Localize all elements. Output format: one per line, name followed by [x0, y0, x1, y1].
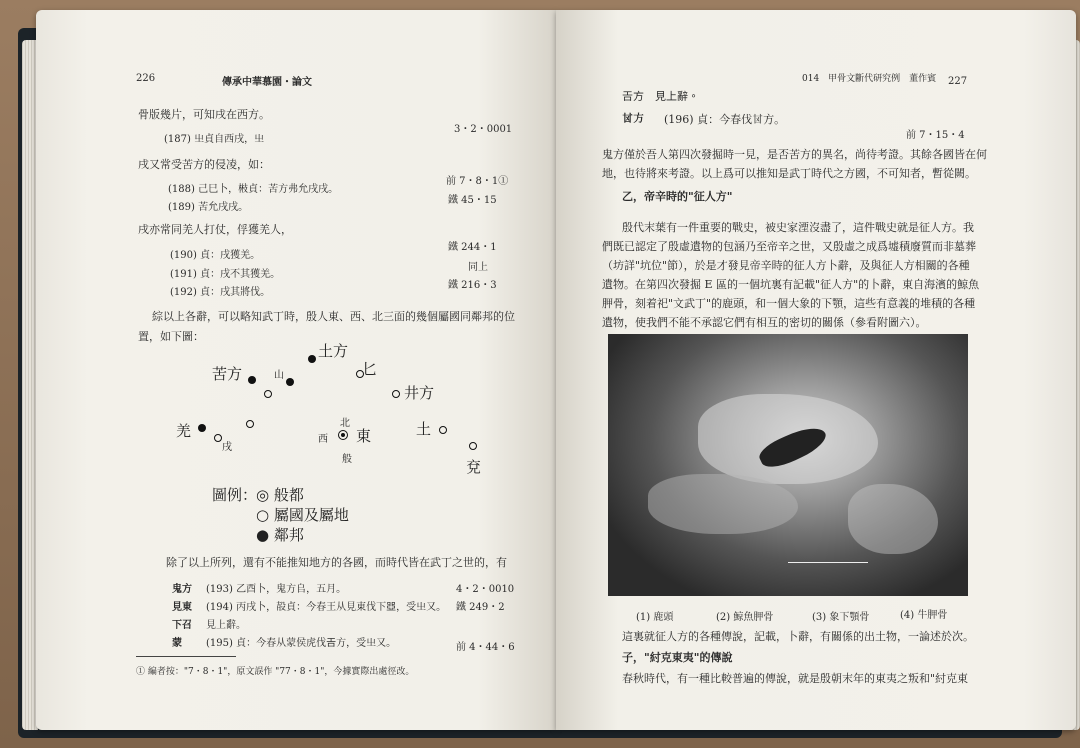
text-line: 綜以上各辭，可以略知武丁時，殷人東、西、北三面的幾個屬國同鄰邦的位 [152, 310, 515, 323]
photo-scale-line [788, 562, 868, 563]
left-page [36, 10, 556, 730]
text-line: (191) 貞：戌不其獲羌。 [170, 269, 281, 280]
text-line: (195) 貞：今春从蒙侯虎伐𢀛方，受㞢又。 [206, 638, 397, 649]
map-label: 西 [318, 434, 328, 445]
text-line: （坊詳"坑位"節），於是才發見帝辛時的征人方卜辭，及與征人方相關的各種 [602, 259, 970, 272]
right-page [556, 10, 1076, 730]
source-ref: 前 7・8・1① [446, 176, 509, 187]
map-ring [392, 390, 400, 398]
text-line: 春秋時代，有一種比較普遍的傳說，就是殷朝末年的東夷之叛和"紂克東 [622, 672, 969, 685]
text-line: (194) 丙戌卜，㱿貞：今春王从見東伐下𠁁，受㞢又。 [206, 602, 447, 613]
left-page-number: 226 [136, 73, 156, 84]
map-dot [286, 378, 294, 386]
source-ref: 4・2・0010 [456, 584, 515, 595]
map-label: 羌 [176, 422, 192, 440]
open-book [18, 10, 1062, 746]
map-ring [214, 434, 222, 442]
capital-mark [338, 430, 348, 440]
text-line: 們既已認定了殷虛遺物的包涵乃至帝辛之世，又殷虛之成爲墟積廢質而非墓葬 [602, 240, 976, 253]
legend-item: ○ 屬國及屬地 [256, 506, 349, 524]
footnote: ① 編者按："7・8・1"，原文誤作 "77・8・1"，今據實際出處徑改。 [136, 667, 415, 677]
source-ref: 前 4・44・6 [456, 642, 515, 653]
legend-item: ◎ 般都 [256, 486, 304, 504]
country-name: 𠀠方 [622, 112, 644, 125]
source-ref: 鐵 249・2 [456, 602, 505, 613]
text-line: 地，也待將來考證。以上爲可以推知是武丁時代之方國，不可知者，暫從闕。 [602, 167, 976, 180]
source-ref: 鐵 216・3 [448, 280, 497, 291]
map-label: 苦方 [212, 365, 243, 383]
text-line: (187) 㞢貞自西戌，㞢 [164, 134, 265, 145]
source-ref: 3・2・0001 [454, 124, 513, 135]
map-ring [469, 442, 477, 450]
map-dot [308, 355, 316, 363]
photo-legend-item: (2) 鯨魚胛骨 [716, 612, 774, 623]
photo-legend-item: (1) 鹿頭 [636, 612, 674, 623]
photo-legend-item: (4) 牛胛骨 [900, 610, 948, 621]
excavation-photo [608, 334, 968, 596]
section-heading: 乙，帝辛時的"征人方" [622, 190, 733, 203]
text-line: (190) 貞：戌獲羌。 [170, 250, 261, 261]
photo-highlight [848, 484, 938, 554]
map-label: 般 [342, 454, 352, 465]
map-dot [198, 424, 206, 432]
text-line: (192) 貞：戌其將伐。 [170, 287, 271, 298]
map-label: 土方 [318, 342, 349, 360]
text-line: 骨版幾片，可知戌在西方。 [138, 108, 270, 121]
text-line: 置，如下圖： [138, 330, 204, 343]
source-ref: 同上 [468, 262, 488, 273]
map-label: 山 [274, 370, 284, 381]
source-ref: 鐵 244・1 [448, 242, 497, 253]
text-line: (193) 乙酉卜，鬼方𠂤，五月。 [206, 584, 347, 595]
text-line: (196) 貞：今春伐𠀠方。 [664, 113, 786, 126]
source-ref: 前 7・15・4 [906, 130, 965, 141]
photo-legend-item: (3) 象下顎骨 [812, 612, 870, 623]
text-line: 見上辭。 [206, 620, 246, 631]
map-ring [264, 390, 272, 398]
text-line: 這裏就征人方的各種傳說，記載，卜辭，有關係的出土物，一論述於次。 [622, 630, 974, 643]
section-heading: 子，"紂克東夷"的傳說 [622, 651, 733, 664]
map-label: 匕 [362, 360, 378, 378]
text-line: 胛骨，刻着祀"文武丁"的鹿頭，和一個大象的下顎，這些有意義的堆積的各種 [602, 297, 976, 310]
country-name: 下召 [172, 620, 192, 631]
text-line: 戌亦常同羌人打仗，俘獲羌人， [138, 223, 292, 236]
map-label: 土 [416, 420, 432, 438]
source-ref: 鐵 45・15 [448, 195, 497, 206]
map-label: 東 [356, 427, 372, 445]
text-line: (189) 苦允戌戌。 [168, 202, 249, 213]
map-dot [248, 376, 256, 384]
legend-title: 圖例： [212, 486, 258, 504]
right-page-number: 227 [948, 76, 968, 87]
text-line: 殷代末葉有一件重要的戰史，被史家湮沒盡了，這件戰史就是征人方。我 [622, 221, 974, 234]
text-line: 除了以上所列，還有不能推知地方的各國，而時代皆在武丁之世的，有 [166, 556, 507, 569]
map-label: 北 [340, 418, 350, 429]
text-line: 𢀛方 見上辭。 [622, 90, 699, 103]
map-label: 井方 [404, 384, 435, 402]
footnote-rule [136, 656, 236, 657]
country-name: 蒙 [172, 638, 182, 649]
text-line: 鬼方僅於吾人第四次發掘時一見，是否苦方的異名，尚待考證。其餘各國皆在何 [602, 148, 987, 161]
map-label: 兗 [466, 458, 482, 476]
country-name: 見東 [172, 602, 192, 613]
map-label: 戌 [222, 442, 232, 453]
country-name: 鬼方 [172, 584, 192, 595]
legend-item: ● 鄰邦 [256, 526, 304, 544]
text-line: 遺物。在第四次發掘 E 區的一個坑裏有記載"征人方"的卜辭，東自海濱的鯨魚 [602, 278, 980, 291]
left-running-title: 傳承中華慕園・論文 [222, 77, 312, 88]
map-ring [246, 420, 254, 428]
map-ring [439, 426, 447, 434]
right-running-title: 014 甲骨文斷代研究例 董作賓 [802, 74, 937, 84]
text-line: 遺物，使我們不能不承認它們有相互的密切的關係（參看附圖六）。 [602, 316, 927, 329]
text-line: (188) 己巳卜，㪔貞：苦方弗允戌戌。 [168, 184, 339, 195]
text-line: 戌又常受苦方的侵凌，如： [138, 158, 270, 171]
